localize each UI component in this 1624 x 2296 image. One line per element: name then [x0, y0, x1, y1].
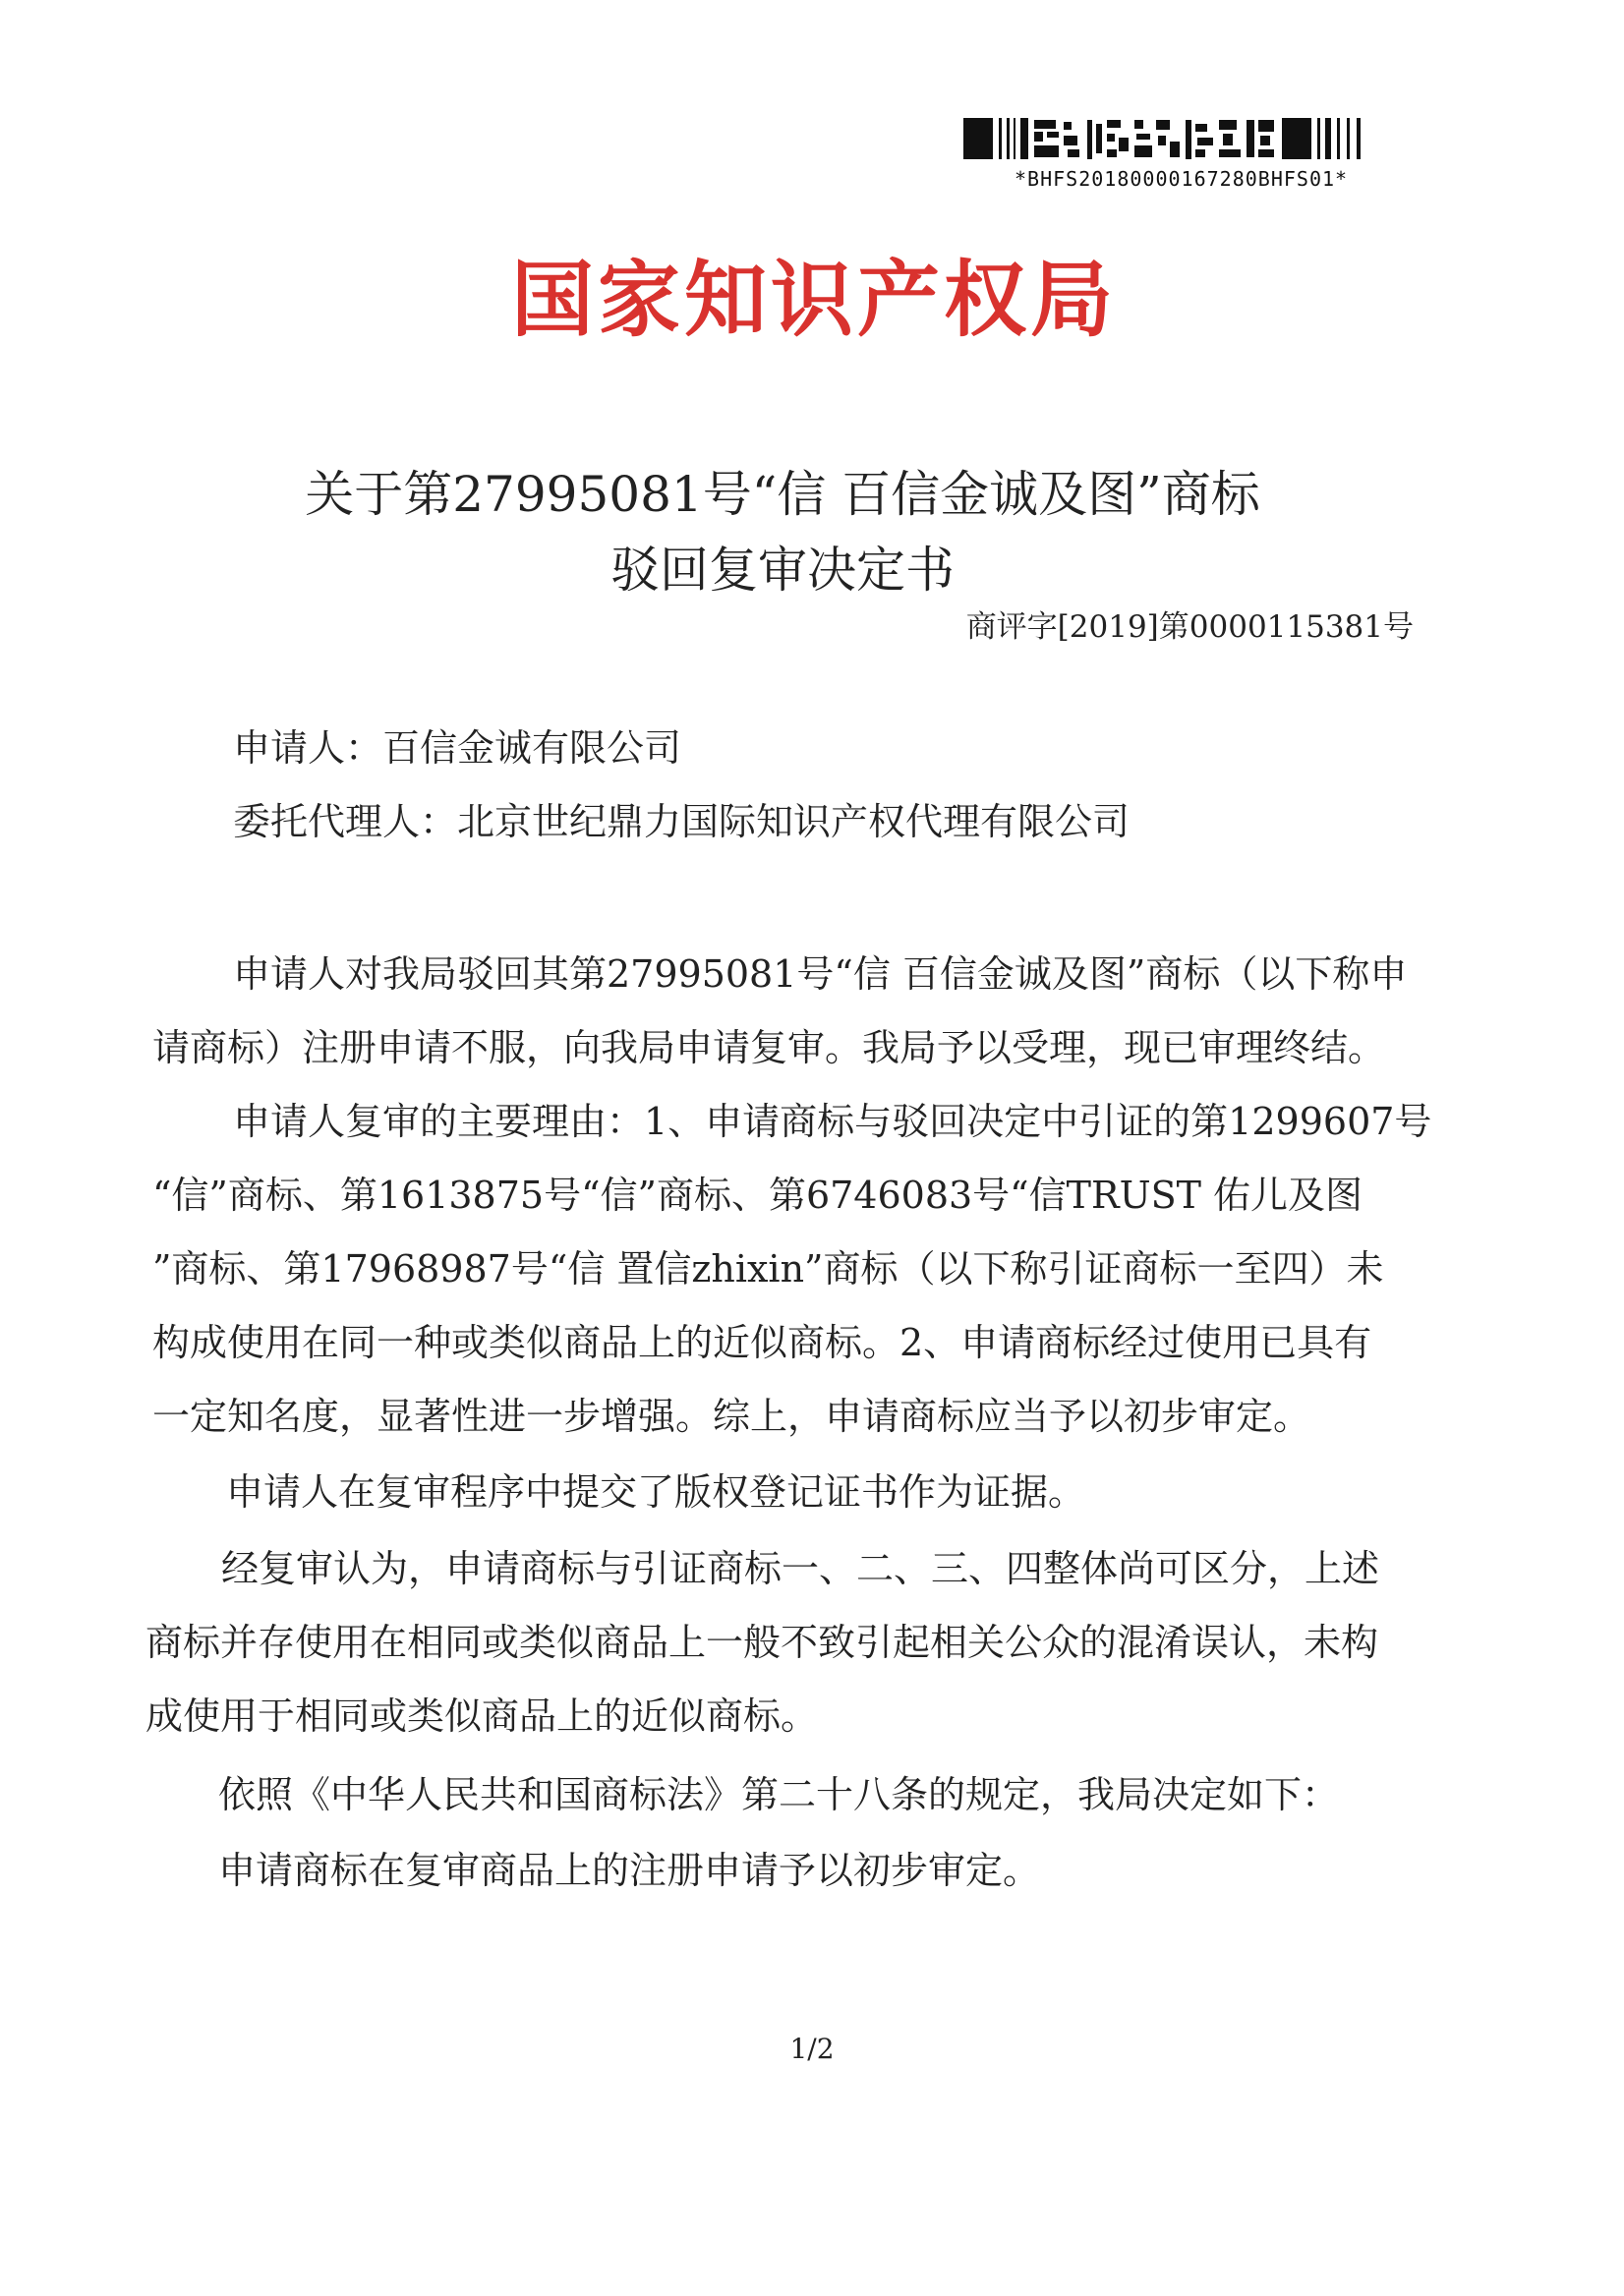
- body-line: 成使用于相同或类似商品上的近似商标。: [145, 1694, 819, 1738]
- document-title-line-1: 关于第27995081号“信 百信金诚及图”商标: [305, 466, 1260, 523]
- page-number: 1/2: [789, 2033, 835, 2065]
- body-line: 申请商标在复审商品上的注册申请予以初步审定。: [218, 1849, 1041, 1892]
- document-number: 商评字[2019]第0000115381号: [965, 609, 1414, 645]
- barcode-block: [954, 116, 1371, 191]
- agency-header: 国家知识产权局: [511, 252, 1118, 348]
- document-title-line-2: 驳回复审决定书: [610, 542, 955, 599]
- body-line: 依照《中华人民共和国商标法》第二十八条的规定，我局决定如下：: [218, 1773, 1340, 1816]
- body-line: 构成使用在同一种或类似商品上的近似商标。2、申请商标经过使用已具有: [152, 1321, 1372, 1364]
- barcode-code-text: *BHFS20180000167280BHFS01*: [1015, 167, 1349, 191]
- body-line: ”商标、第17968987号“信 置信zhixin”商标（以下称引证商标一至四）未: [152, 1247, 1384, 1291]
- body-line: 申请人在复审程序中提交了版权登记证书作为证据。: [226, 1470, 1086, 1514]
- barcode-icon: [961, 116, 1369, 163]
- body-line: 商标并存使用在相同或类似商品上一般不致引起相关公众的混淆误认，未构: [145, 1621, 1379, 1664]
- body-line: 请商标）注册申请不服，向我局申请复审。我局予以受理，现已审理终结。: [152, 1026, 1386, 1069]
- agent-line: 委托代理人：北京世纪鼎力国际知识产权代理有限公司: [233, 800, 1131, 843]
- body-line: “信”商标、第1613875号“信”商标、第6746083号“信TRUST 佑儿及图: [152, 1174, 1363, 1217]
- body-line: 申请人对我局驳回其第27995081号“信 百信金诚及图”商标（以下称申: [233, 952, 1408, 996]
- body-line: 经复审认为，申请商标与引证商标一、二、三、四整体尚可区分，上述: [221, 1547, 1380, 1590]
- body-line: 申请人复审的主要理由：1、申请商标与驳回决定中引证的第1299607号: [233, 1100, 1432, 1143]
- body-line: 一定知名度，显著性进一步增强。综上，申请商标应当予以初步审定。: [152, 1395, 1311, 1438]
- applicant-line: 申请人：百信金诚有限公司: [233, 726, 682, 770]
